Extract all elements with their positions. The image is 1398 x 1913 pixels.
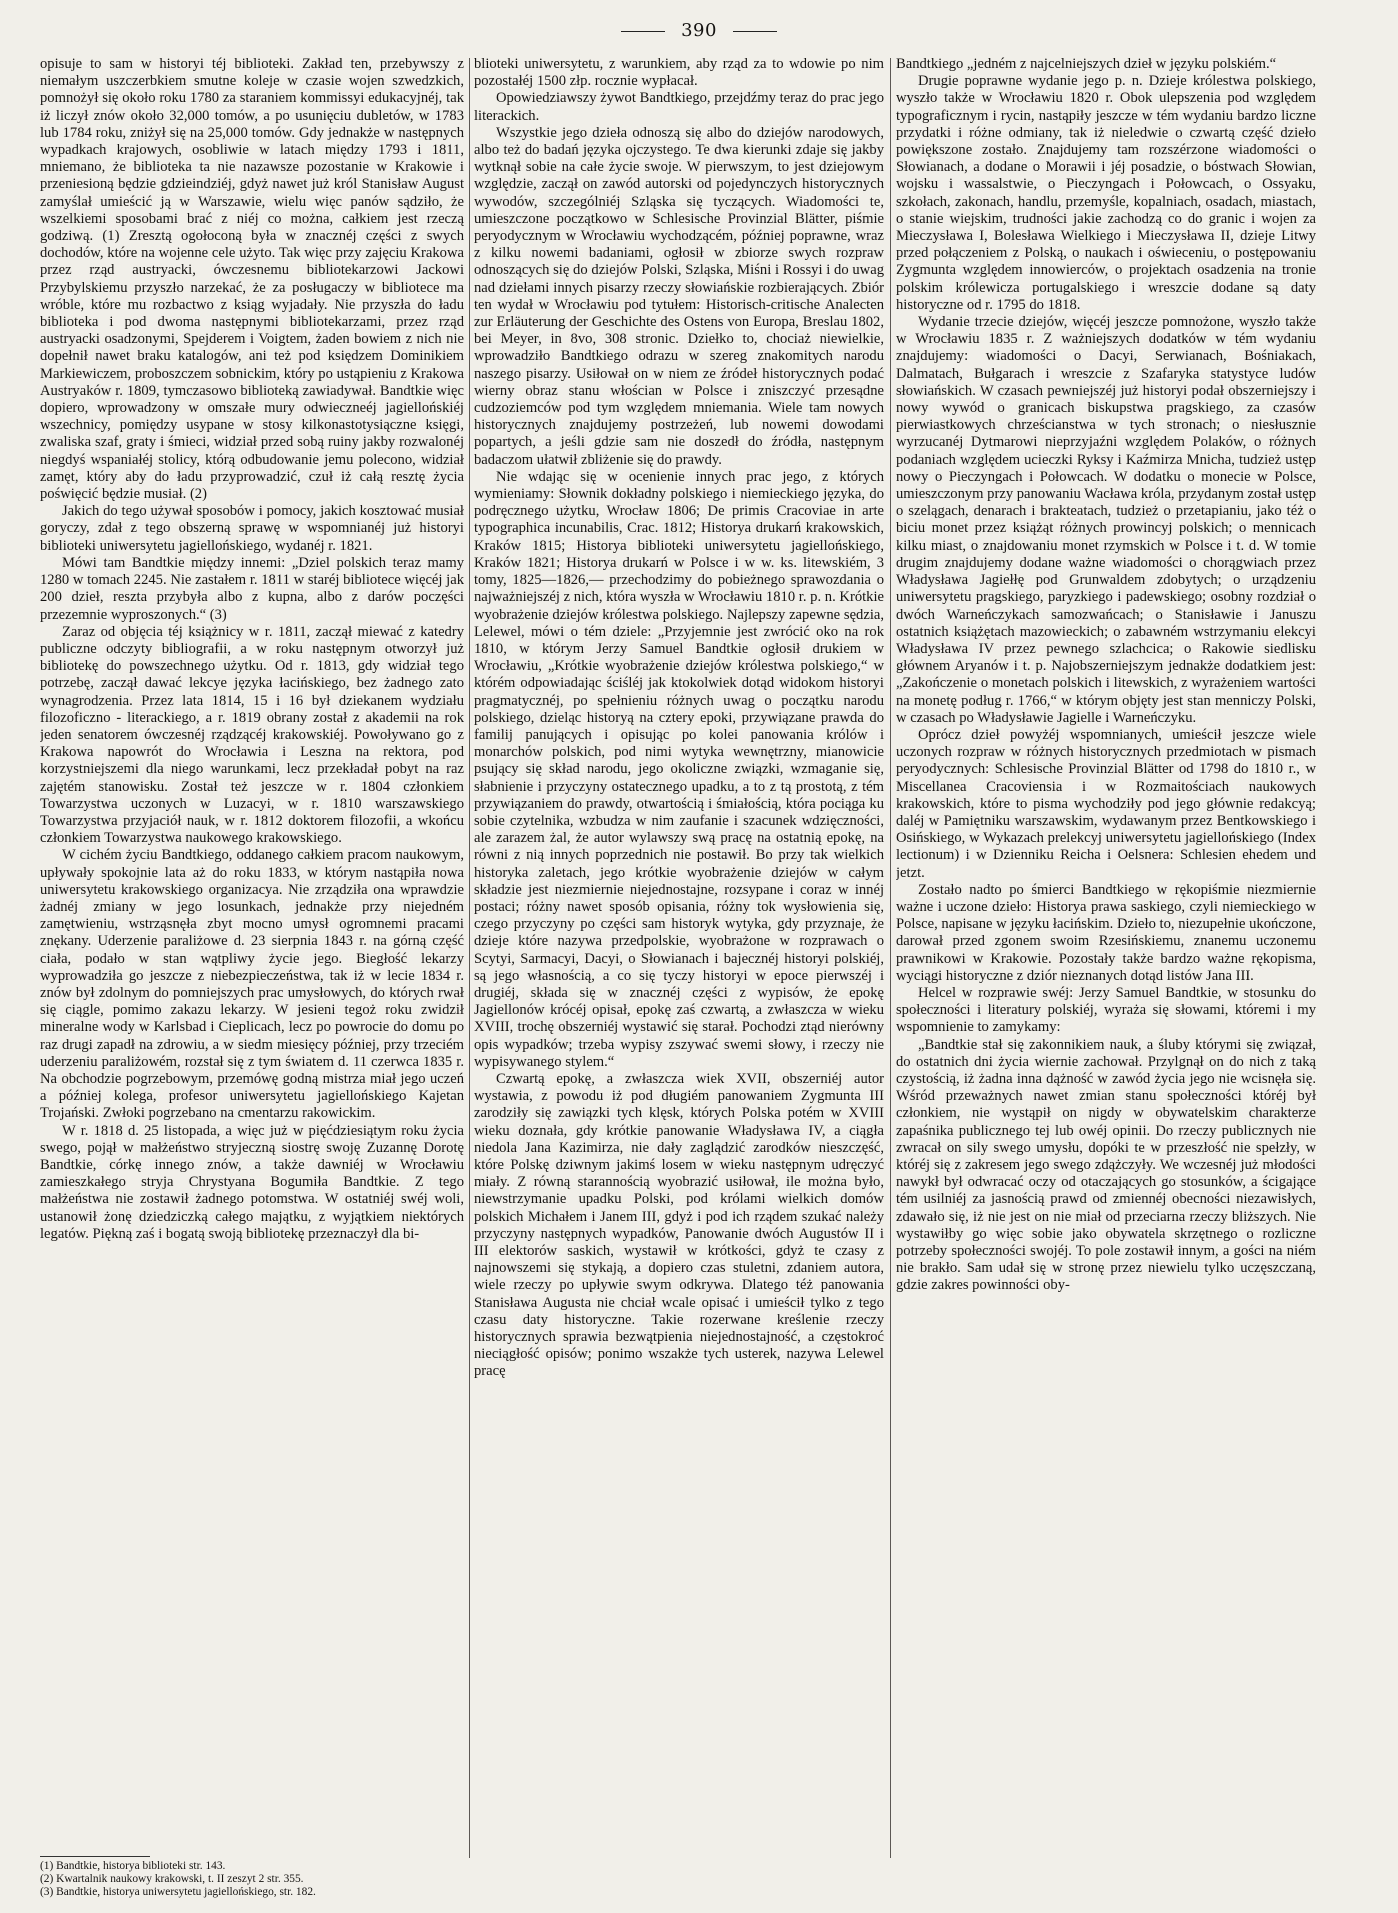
column-divider-left <box>469 58 470 1858</box>
footnote: (2) Kwartalnik naukowy krakowski, t. II zeszyt 2 str. 355. <box>40 1873 304 1885</box>
paragraph: Oprócz dzieł powyżéj wspomnianych, umieścił jeszcze wiele uczonych rozpraw w różnych historycznych przedmiotach w pismach peryodycznych: Schlesische Provinzial Blätter od 1798 do 1810 r., w Miscellanea Cracoviensia i w Rozmaitościach naukowych krakowskich, które to pisma wychodziły pod jego głównie redakcyą; daléj w Pamiętniku warszawskim, wydawanym przez Bentkowskiego i Osińskiego, w Wykazach prelekcyj uniwersytetu jagiellońskiego (Index lectionum) i w Dzienniku Reicha i Oelsnera: Schlesien ehedem und jetzt. <box>896 726 1316 881</box>
paragraph: Mówi tam Bandtkie między innemi: „Dziel polskich teraz mamy 1280 w tomach 2245. Nie zastałem r. 1811 w staréj bibliotece więcéj jak 200 dzieł, reszta przybyła albo z kupna, albo z darów poczęści przezemnie wyproszonych.“ (3) <box>40 554 464 623</box>
text-column-3 <box>896 56 1316 1846</box>
footnotes <box>40 1860 464 1899</box>
paragraph: Zostało nadto po śmierci Bandtkiego w rękopiśmie niezmiernie ważne i uczone dzieło: Historya prawa saskiego, czyli niemieckiego w Polsce, napisane w języku łacińskim. Dzieło to, niezupełnie ukończone, darował przed zgonem swoim Rzesińskiemu, znanemu uczonemu prawnikowi w Krakowie. Pozostały także bardzo ważne rękopisma, wyciągi historyczne z dziór nieznanych dotąd listów Jana III. <box>896 881 1316 984</box>
paragraph: Czwartą epokę, a zwłaszcza wiek XVII, obszerniéj autor wystawia, z powodu iż pod długiém panowaniem Zygmunta III zarodziły się zawiązki tych klęsk, których Polska potém w XVIII wieku doznała, gdy krótkie panowanie Władysława IV, a ciągła niedola Jana Kazimirza, nie dały zaglądzić zarodków nieszczęść, które Polskę dziwnym jakimś losem w wieku następnym udręczyć miały. Z równą starannością wyobrazić usiłował, ile można było, niewstrzymanie upadku Polski, pod królami wielkich domów polskich Michałem i Janem III, gdyż i pod ich rządem szukać należy przyczyny następnych wypadków, Panowanie dwóch Augustów II i III elektorów saskich, wystawił w krótkości, gdyż te czasy z najnowszemi się stykają, a dopiero czas stuletni, zdaniem autora, wiele rzeczy po upływie swym odkrywa. Dlatego téż panowania Stanisława Augusta nie chciał wcale opisać i umieścił tylko z tego czasu daty historyczne. Takie rozerwane kreślenie rzeczy historycznych sprawia bezwątpienia niejednostajność, a częstokroć nieciągłość opisów; ponimo wszakże tych usterek, nazywa Lelewel pracę <box>474 1070 884 1380</box>
page-number-left-dash <box>621 31 665 32</box>
column-divider-right <box>890 58 891 1858</box>
paragraph: Bandtkiego „jedném z najcelniejszych dzieł w języku polskiém.“ <box>896 56 1277 72</box>
paragraph: „Bandtkie stał się zakonnikiem nauk, a śluby którymi się związał, do ostatnich dni życia wiernie zachował. Przylgnął on do nich z taką czystością, iż żadna inna dążność w zawód życia jego nie wcisnęła się. Wśród przeważnych nawet zmian stanu społeczności któréj był członkiem, nie wystąpił on nigdy w obywatelskim charakterze zapaśnika publicznego tej lub owéj opinii. Do rzeczy publicznych nie zwracał on sily swego umysłu, dopóki te w przeszłość nie spełzły, w któréj się z zakresem jego swego zdążczyły. We wczesnéj już młodości nawykł był odwracać oczy od otaczających go stosunków, a ścigające tém usilniéj za jasnością prawd od zmiennéj obecności niezawisłych, zdawało się, iż nie jest on nie miał od przeciarna rzeczy bliższych. Nie wystawiłby go więc sobie jako obywatela skrzętnego o rozliczne potrzeby społeczności swojéj. To pole zostawił innym, a gości na niém nie brakło. Sam udał się w stronę przez niewielu tylko uczęszczaną, gdzie zakres powinności oby- <box>896 1036 1316 1294</box>
paragraph: Jakich do tego używał sposobów i pomocy, jakich kosztować musiał goryczy, zdał z tego obszerną sprawę w wspomnianéj już historyi biblioteki uniwersytetu jagiellońskiego, wydanéj r. 1821. <box>40 503 464 554</box>
paragraph: Zaraz od objęcia téj książnicy w r. 1811, zaczął miewać z katedry publiczne odczyty bibliografii, a w roku następnym otworzył już bibliotekę do powszechnego użytku. Od r. 1813, gdy widział tego potrzebę, zaczął dawać lekcye języka łacińskiego, bez żadnego zato wynagrodzenia. Przez lata 1814, 15 i 16 był dziekanem wydziału filozoficzno - literackiego, a r. 1819 obrany został z akademii na rok jeden senatorem ówczesnéj rządzącéj krakowskiéj. Powoływano go z Krakowa napowrót do Wrocławia i Leszna na rektora, pod korzystniejszemi dla niego warunkami, lecz przekładał pobyt na raz zajętém stanowisku. Został też jeszcze w r. 1804 członkiem Towarzystwa uczonych w Luzacyi, w r. 1810 warszawskiego Towarzystwa przyjaciół nauk, w r. 1812 doktorem filozofii, a wkońcu członkiem Towarzystwa naukowego krakowskiego. <box>40 623 464 847</box>
footnote: (3) Bandtkie, historya uniwersytetu jagiellońskiego, str. 182. <box>40 1886 316 1898</box>
paragraph: opisuje to sam w historyi téj biblioteki. Zakład ten, przebywszy z niemałym uszczerbkiem smutne koleje w czasie wojen szwedzkich, pomnożył się około roku 1780 za staraniem kommissyi edukacyjnéj, tak iż liczył znów około 32,000 tomów, a po usunięciu dubletów, w 1783 lub 1784 roku, zniżył się na 25,000 tomów. Gdy jednakże w następnych wypadkach krajowych, osobliwie w latach między 1793 i 1811, mniemano, że biblioteka ta nie nazawsze pozostanie w Krakowie i przeniesioną będzie gdzieindziéj, gdyż nawet już król Stanisław August zamyślał umieścić ją w Warszawie, wielu więc panów sądziło, że wszelkiemi sposobami brać z niéj co można, całkiem jest rzeczą godziwą. (1) Zresztą ogołoconą była w znacznéj części z swych dochodów, które na wojenne cele użyto. Tak więc przy zajęciu Krakowa przez rząd austryacki, ówczesnemu bibliotekarzowi Jackowi Przybylskiemu przyszło narzekać, że za posługaczy w bibliotece ma wróble, które mu rozbactwo z ksiąg wyjadały. Nie przyszła do ładu biblioteka i pod dwoma następnymi bibliotekarzami, przez rząd austryacki osadzonymi, Spejderem i Voigtem, żaden bowiem z nich nie dopełnił nawet braku katalogów, ani też pod księdzem Dominikiem Markiewiczem, proboszczem sobnickim, który po ustąpieniu z Krakowa Austryaków r. 1809, tymczasowo biblioteką zawiadywał. Bandtkie więc dopiero, wprowadzony w omszałe mury odwieczneéj jagiellońskiéj wszechnicy, pomiędzy usypane w stosy kilkonastotysiączne księgi, zwaliska szaf, graty i śmieci, widział przed sobą ruiny jakby rozwalonéj niegdyś wspaniałéj stolicy, którą odbudowanie jemu polecono, widział zamęt, który aby do ładu przyprowadzić, czuł iż całą resztę życia poświęcić będzie musiał. (2) <box>40 56 464 503</box>
text-column-1 <box>40 56 464 1846</box>
paragraph: Nie wdając się w ocenienie innych prac jego, z których wymieniamy: Słownik dokładny polskiego i niemieckiego języka, do podręcznego użytku, Wrocław 1806; De primis Cracoviae in arte typographica incunabilis, Crac. 1812; Historya drukarń krakowskich, Kraków 1815; Historya biblioteki uniwersytetu jagiellońskiego, Kraków 1821; Historya drukarń w Polsce i w w. ks. litewskiém, 3 tomy, 1825—1826,— przechodzimy do pobieżnego sprawozdania o najważniejszéj z nich, która wyszła w Wrocławiu 1810 r. p. n. Krótkie wyobrażenie dziejów królestwa polskiego. Najlepszy zapewne sędzia, Lelewel, mówi o tém dziele: „Przyjemnie jest zwrócić oko na rok 1810, w którym Jerzy Samuel Bandtkie ogłosił drukiem w Wrocławiu, „Krótkie wyobrażenie dziejów królestwa polskiego,“ w którém odpowiadając ściśléj jak ktokolwiek dotąd widokom historyi pragmatycznéj, po spełnieniu różnych uwag o początku narodu polskiego, dzieląc historyą na cztery epoki, przywiązane prawda do familij panujących i opisując po kolei panowania królów i monarchów polskich, pod nimi wytyka wewnętrzny, mianowicie psujący się skład narodu, jego okoliczne związki, wzmaganie się, słabnienie i przyczyny ostatecznego upadku, a to z tą prostotą, z tém przywiązaniem do prawdy, otwartością i śmiałością, która pociąga ku sobie czytelnika, wzbudza w nim zaufanie i szacunek wdzięczności, ale zarazem żal, że autor wylawszy swą pracę na ostatnią epokę, na równi z nią innych poprzednich nie postawił. Bo przy tak wielkich historyka zaletach, jego krótkie wyobrażenie dziejów w całym składzie jest niezmiernie niejednostajne, rozsypane i coraz w innéj postaci; różny nawet sposób opisania, różny tok wysłowienia się, czego przyczyny po części sam historyk wytyka, gdy przyznaje, że dzieje które nazywa przedpolskie, wyobrażone w rozprawach o Scytyi, Sarmacyi, Dacyi, o Słowianach i bajecznéj historyi polskiéj, są jego własnością, a co się tyczy historyi w epoce pierwszéj i drugiéj, składa się w znacznéj części z wypisów, że epokę Jagiellonów krócéj opisał, epokę zaś czwartą, a zwłaszcza w wieku XVIII, trochę obszerniéj wystawić się starał. Pochodzi ztąd nierówny opis wypadków; trzeba wypisy zszywać swemi słowy, i rzeczy nie wypisywanego stylem.“ <box>474 468 884 1070</box>
text-column-2 <box>474 56 884 1846</box>
paragraph: Opowiedziawszy żywot Bandtkiego, przejdźmy teraz do prac jego literackich. <box>474 90 884 124</box>
paragraph: W cichém życiu Bandtkiego, oddanego całkiem pracom naukowym, upływały spokojnie lata aż do roku 1833, w którym nastąpiła nowa uniwersytetu krakowskiego organizacya. Nie zrządziła ona wprawdzie żadnéj zmiany w jego losunkach, jednakże przy niejedném zamętwieniu, wstrząsnęła zbyt mocno umysł ogromnemi pracami znękany. Uderzenie paraliżowe d. 23 sierpnia 1843 r. na górną część ciała, podało w stan wątpliwy życie jego. Biegłość lekarzy wyprowadziła go jeszcze z niebezpieczeństwa, tak iż w lecie 1834 r. znów był zdolnym do pomniejszych prac umysłowych, do których rwał się ciągle, pomimo zakazu lekarzy. W jesieni tegoż roku zwidził mineralne wody w Karlsbad i Cieplicach, lecz po powrocie do domu po raz drugi zapadł na zdrowiu, a w siedm miesięcy później, przy trzeciém uderzeniu paraliżowém, rozstał się z tym światem d. 11 czerwca 1835 r. Na obchodzie pogrzebowym, przemówę godną mistrza miał jego uczeń a później kolega, profesor uniwersytetu jagiellońskiego Kajetan Trojański. Zwłoki pogrzebano na cmentarzu rakowickim. <box>40 847 464 1122</box>
paragraph: Wydanie trzecie dziejów, więcéj jeszcze pomnożone, wyszło także w Wrocławiu 1835 r. Z ważniejszych dodatków w tém wydaniu znajdujemy: wiadomości o Dacyi, Serwianach, Bośniakach, Dalmatach, Bułgarach i wreszcie z Szafaryka statystyce ludów słowiańskich. W czasach pewniejszéj już historyi podał obszerniejszy i nowy wywód o granicach biskupstwa pragskiego, za czasów pierwiastkowych chrześcianstwa w tych stronach; o niesłusznie wyrzucanéj Dytmarowi nieprzyjaźni względem Polaków, o różnych podaniach względem ucieczki Ryksy i Kaźmirza Mnicha, tudzież ustęp nowy o Pieczyngach i Połowcach. W dodatku o monecie w Polsce, umieszczonym przy panowaniu Wacława króla, przydanym został ustęp o szelągach, denarach i brakteatach, tudzież o przetapianiu, jako téż o biciu monet przez książąt różnych prowincyj polskich; o mennicach kilku miast, o znajdowaniu monet rzymskich w Polsce i t. d. W tomie drugim znajdujemy dodane ważne wiadomości o chorągwiach przez Władysława Jagiełłę pod Grunwaldem zdobytych; o urządzeniu uniwersytetu pragskiego, paryzkiego i padewskiego; osobny rozdział o dwóch Warneńczykach samozwańcach; o Stanisławie i Januszu ostatnich książętach mazowieckich; o zabawném wstrzymaniu elekcyi Władysława IV przez pewnego szlachcica; o Rakowie siedlisku głównem Aryanów i t. p. Najobszerniejszym jednakże dodatkiem jest: „Zakończenie o monetach polskich i litewskich, z wyrażeniem wartości na monetę podług r. 1766,“ w którym objęty jest stan menniczy Polski, w czasach po Władysławie Jagielle i Warneńczyku. <box>896 314 1316 726</box>
page-number <box>0 20 1398 41</box>
page-number-right-dash <box>733 31 777 32</box>
paragraph: blioteki uniwersytetu, z warunkiem, aby rząd za to wdowie po nim pozostałéj 1500 złp. rocznie wypłacał. <box>474 56 884 90</box>
page-number-text: 390 <box>681 20 717 41</box>
footnote-separator <box>40 1856 150 1857</box>
footnote: (1) Bandtkie, historya biblioteki str. 143. <box>40 1860 226 1872</box>
paragraph: Helcel w rozprawie swéj: Jerzy Samuel Bandtkie, w stosunku do społeczności i literatury polskiéj, wyraża się słowami, któremi i my wspomnienie to zamykamy: <box>896 984 1316 1036</box>
paragraph: Wszystkie jego dzieła odnoszą się albo do dziejów narodowych, albo też do badań języka ojczystego. Te dwa kierunki zdaje się jakby wytknął sobie na całe życie swoje. W pierwszym, to jest dziejowym względzie, zaczął on zawód autorski od pojedynczych historycznych wywodów, szczególniéj Szląska się tyczących. Wiadomości te, umieszczone początkowo w Schlesische Provinzial Blätter, piśmie peryodycznym w Wrocławiu wychodzącém, później poprawne, wraz z kilku nowemi badaniami, ogłosił w zbiorze swych rozpraw odnoszących się do dziejów Polski, Szląska, Miśni i Rossyi i do uwag nad dziełami innych pisarzy rzeczy słowiańskie rozbierających. Zbiór ten wydał w Wrocławiu pod tytułem: Historisch-critische Analecten zur Erläuterung der Geschichte des Ostens von Europa, Breslau 1802, bei Meyer, in 8vo, 308 stronic. Dziełko to, chociaż niewielkie, wprowadziło Bandtkiego odrazu w szereg znakomitych narodu naszego pisarzy. Usiłował on w niem ze źródeł historycznych podać wierny obraz stanu włościan w Polsce i zniszczyć przesądne cudzoziemców pod tym względem mniemania. Wiele tam nowych historycznych znajdujemy postrzeżeń, lub nowemi dowodami popartych, a jeśli gdzie sam nie doszedł do źródła, następnym badaczom ułatwił zbliżenie się do prawdy. <box>474 124 884 468</box>
paragraph: Drugie poprawne wydanie jego p. n. Dzieje królestwa polskiego, wyszło także w Wrocławiu 1820 r. Obok ulepszenia pod względem typograficznym i rycin, nastąpiły jeszcze w tém wydaniu bardzo liczne przydatki i różne odmiany, tak iż nieledwie o czwartą część dzieło powiększone zostało. Znajdujemy tam rozszérzone wiadomości o Słowianach, a dodane o Morawii i jéj posadzie, o bóstwach Słowian, wojsku i wassalstwie, o Pieczyngach i Połowcach, o Ossyaku, szkołach, zakonach, handlu, przemyśle, kopalniach, osadach, miastach, o stanie wiejskim, trudności jakie zachodzą co do granic i wojen za Mieczysława I, Bolesława Wielkiego i Mieczysława II, dzieje Litwy przed połączeniem z Polską, o naukach i oświeceniu, o postępowaniu Zygmunta względem innowierców, o projektach osadzenia na tronie polskim królewicza portugalskiego i wreszcie dodane są daty historyczne od r. 1795 do 1818. <box>896 73 1316 313</box>
paragraph: W r. 1818 d. 25 listopada, a więc już w pięćdziesiątym roku życia swego, pojął w małżeństwo stryjeczną siostrę swoję Zuzannę Dorotę Bandtkie, córkę innego znów, a także dawniéj w Wrocławiu zamieszkałego stryja Chrystyana Bogumiła Bandtkie. Z tego małżeństwa nie zostawił żadnego potomstwa. W ostatniéj swéj woli, ustanowił żonę dziedziczką całego majątku, z wyjątkiem niektórych legatów. Piękną zaś i bogatą swoją bibliotekę przeznaczył dla bi- <box>40 1122 464 1242</box>
